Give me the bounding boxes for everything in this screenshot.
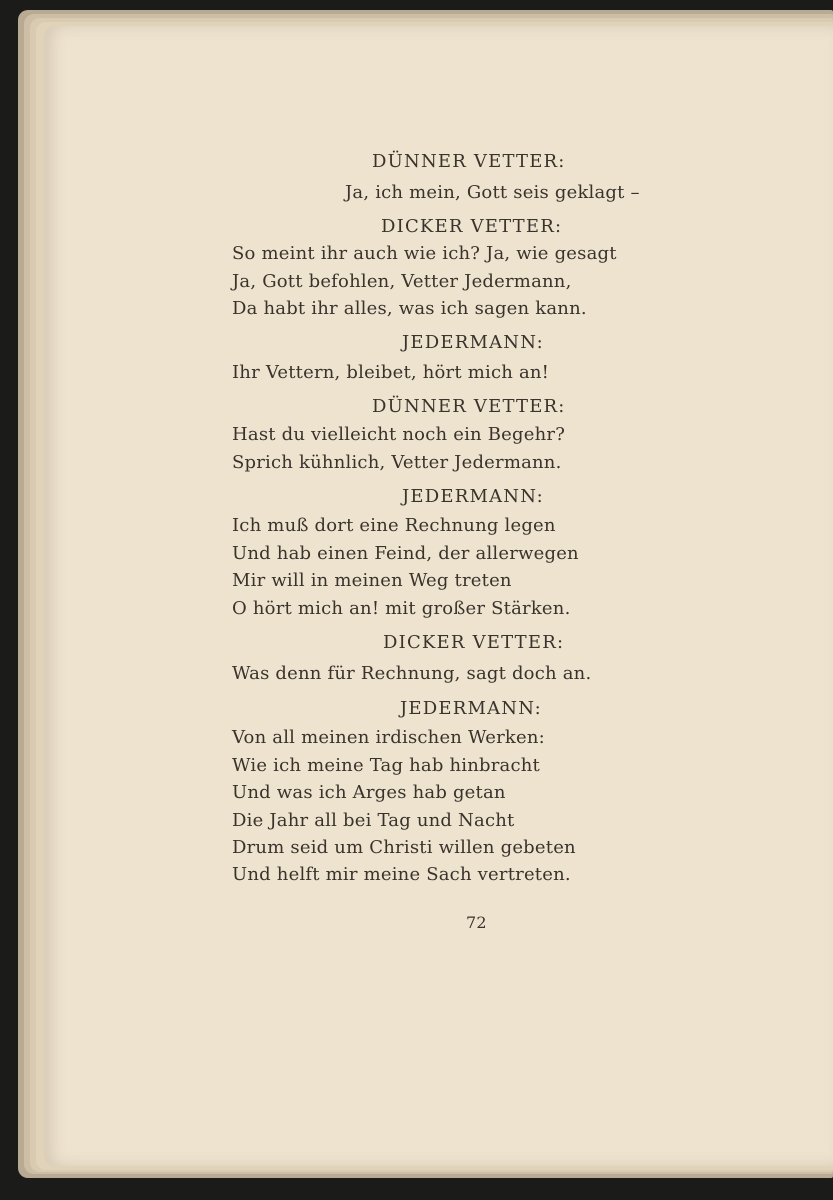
verse-line: Was denn für Rechnung, sagt doch an. [232,663,592,684]
verse-line: Ja, ich mein, Gott seis geklagt – [345,182,640,203]
verse-line: Hast du vielleicht noch ein Begehr? [232,424,566,445]
verse-line: Und helft mir meine Sach vertreten. [232,864,571,885]
verse-line: Sprich kühnlich, Vetter Jedermann. [232,452,562,473]
verse-line: Ja, Gott befohlen, Vetter Jedermann, [232,271,572,292]
verse-line: Von all meinen irdischen Werken: [232,727,545,748]
verse-line: Drum seid um Christi willen gebeten [232,837,576,858]
verse-line: Ihr Vettern, bleibet, hört mich an! [232,362,550,383]
speaker-heading: DICKER VETTER: [381,216,563,237]
verse-line: Ich muß dort eine Rechnung legen [232,515,556,536]
verse-line: O hört mich an! mit großer Stärken. [232,598,571,619]
verse-line: Und hab einen Feind, der allerwegen [232,543,579,564]
verse-line: Und was ich Arges hab getan [232,782,506,803]
verse-line: Wie ich meine Tag hab hinbracht [232,755,540,776]
verse-line: Die Jahr all bei Tag und Nacht [232,810,515,831]
verse-line: So meint ihr auch wie ich? Ja, wie gesagt [232,243,617,264]
speaker-heading: DICKER VETTER: [383,632,565,653]
speaker-heading: JEDERMANN: [400,698,542,719]
verse-line: Mir will in meinen Weg treten [232,570,512,591]
page-number: 72 [466,913,487,932]
verse-line: Da habt ihr alles, was ich sagen kann. [232,298,587,319]
speaker-heading: JEDERMANN: [402,332,544,353]
speaker-heading: JEDERMANN: [402,486,544,507]
speaker-heading: DÜNNER VETTER: [372,151,566,172]
speaker-heading: DÜNNER VETTER: [372,396,566,417]
